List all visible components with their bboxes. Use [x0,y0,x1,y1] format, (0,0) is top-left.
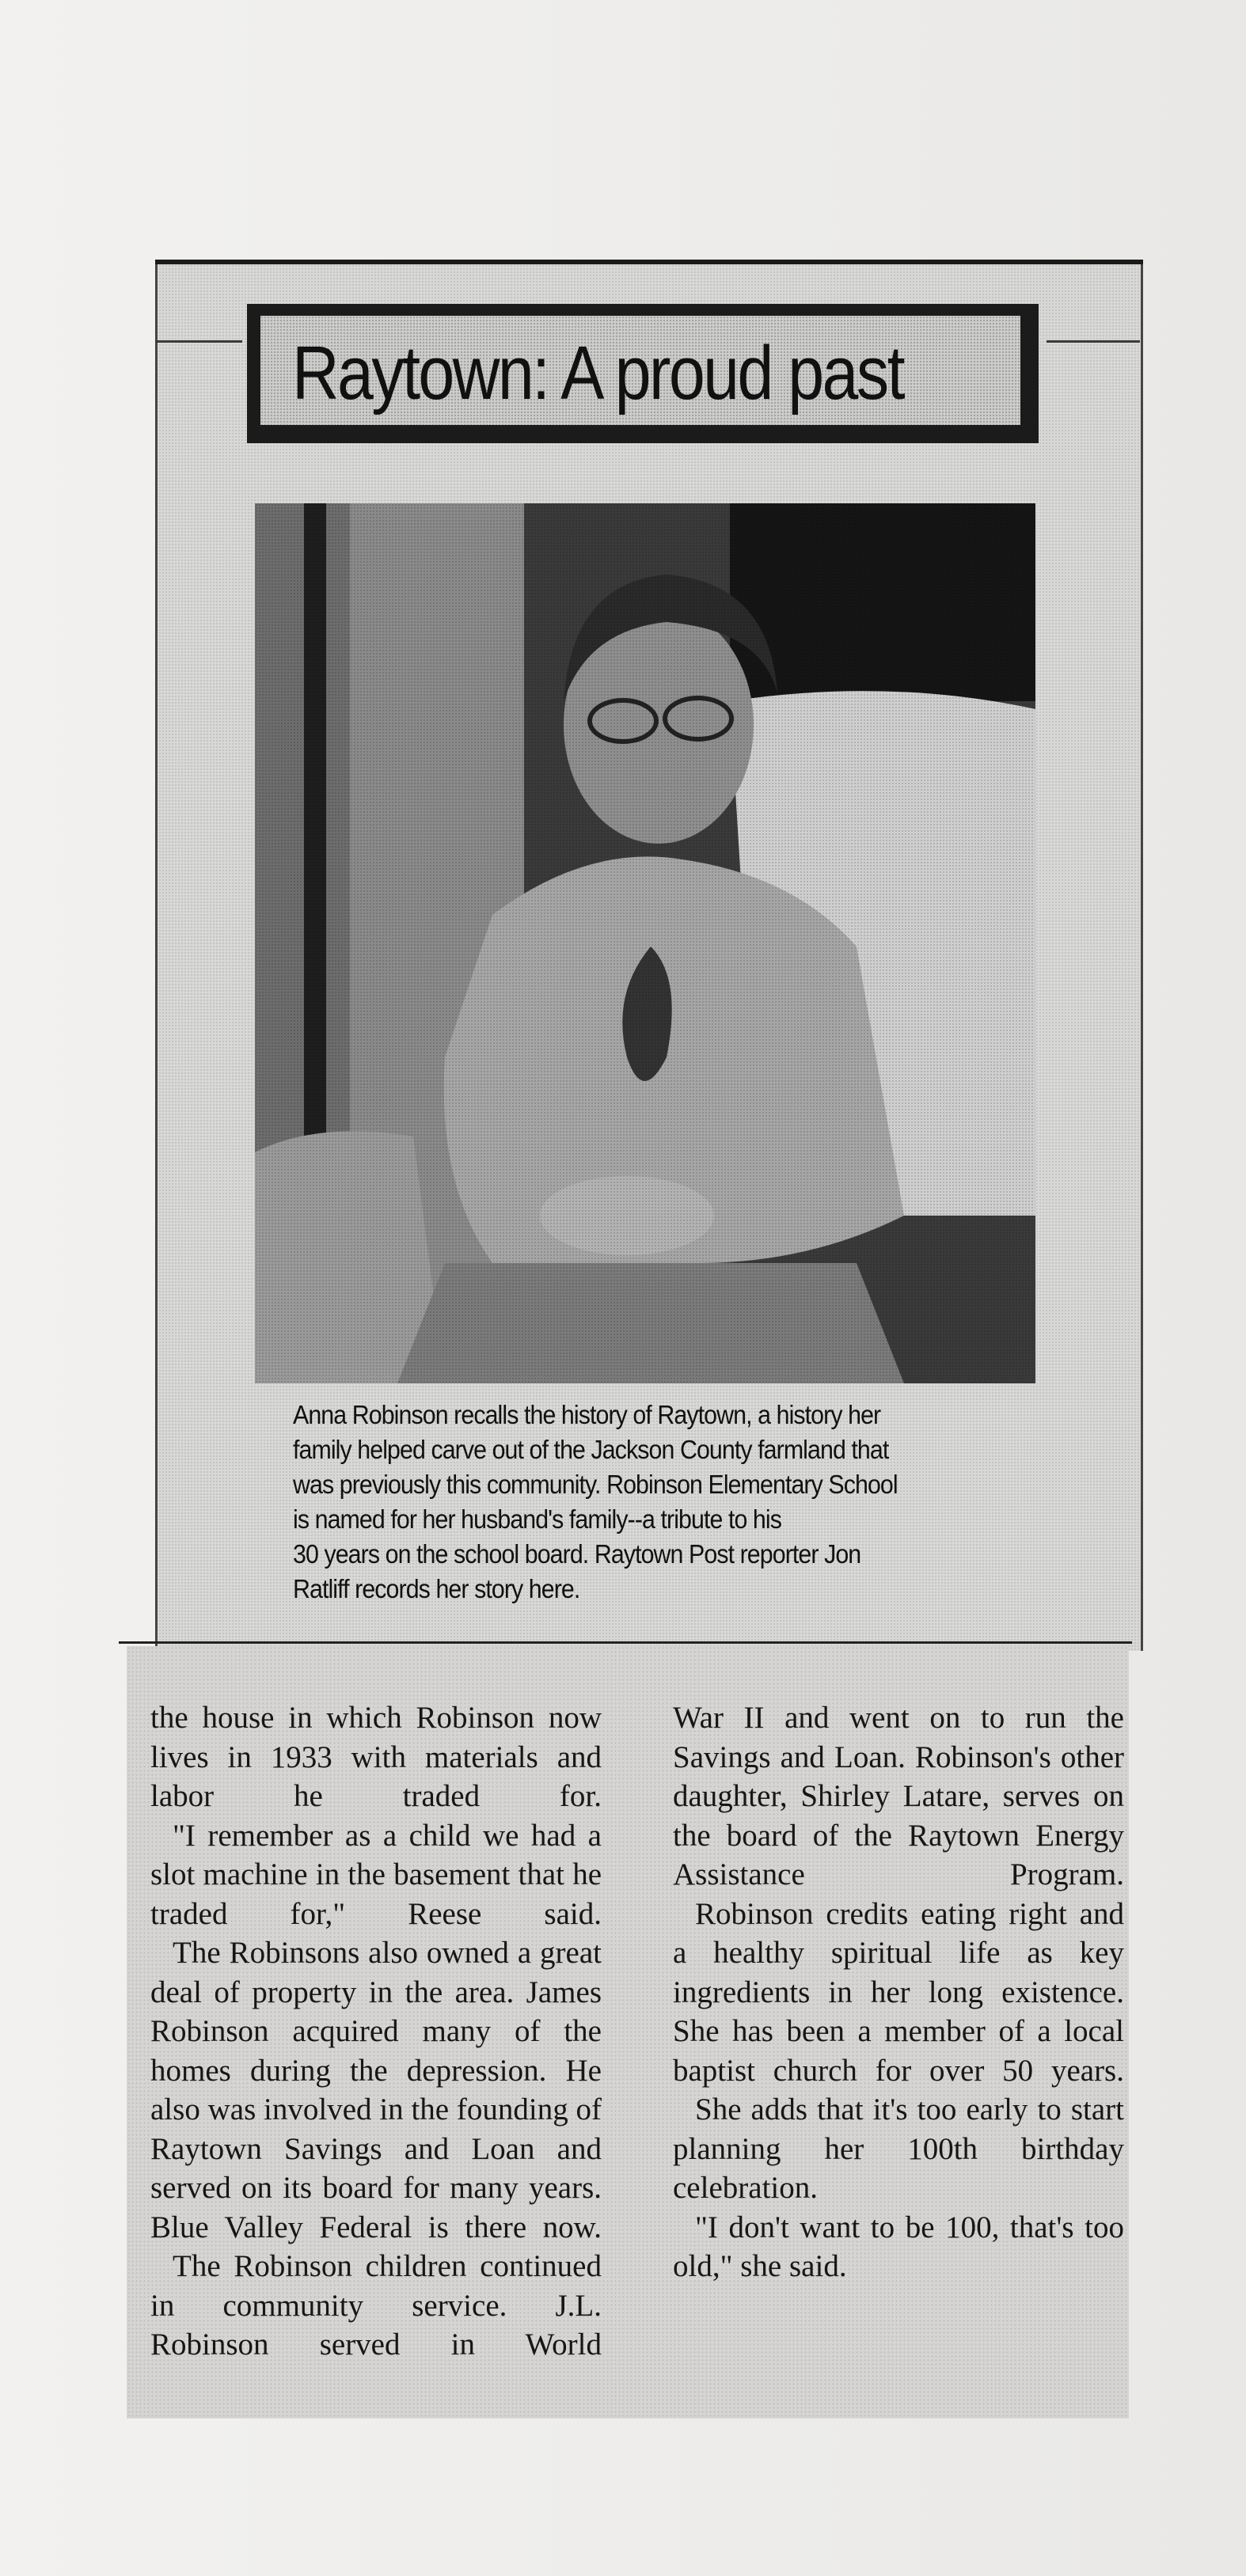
paragraph: The Robinsons also owned a great deal of property in the area. James Robinson acquired many of the homes during the depression. He also was involved in the founding of Raytown Savings and Loan and served on its board for many years. Blue Valley Federal is there now. [150,1936,602,2244]
paragraph: the house in which Robinson now lives in 1933 with materials and labor he traded for. [150,1701,602,1813]
headline: Raytown: A proud past [292,331,903,415]
paragraph: "I remember as a child we had a slot machine in the basement that he traded for," Reese said. [150,1818,602,1931]
article-column-right [673,1698,1124,2286]
rule-right [1047,340,1140,343]
article-column-left [150,1698,602,2365]
caption-line: was previously this community. Robinson Elementary School [293,1470,898,1499]
paragraph: "I don't want to be 100, that's too old," she said. [673,2210,1124,2283]
article-text-clipping [127,1646,1129,2419]
section-divider [119,1641,1132,1644]
clipping-edge-left [155,264,158,1651]
clipping-edge-right [1141,264,1143,1651]
portrait-photo-icon [255,503,1035,1383]
paragraph: War II and went on to run the Savings and Loan. Robinson's other daughter, Shirley Latare, serves on the board of the Raytown Energy Assistance Program. [673,1701,1124,1891]
headline-box [247,304,1039,443]
headline-panel [258,313,1023,427]
caption-line: is named for her husband's family--a tribute to his [293,1504,781,1534]
caption-line: 30 years on the school board. Raytown Post reporter Jon [293,1539,861,1569]
portrait-photo [255,503,1035,1383]
headline-photo-clipping [155,260,1143,1651]
paragraph: Robinson credits eating right and a healthy spiritual life as key ingredients in her long existence. She has been a member of a local baptist church for over 50 years. [673,1896,1124,2088]
caption-line: Ratliff records her story here. [293,1574,580,1603]
paragraph: The Robinson children continued in community service. J.L. Robinson served in World [150,2249,602,2362]
paragraph: She adds that it's too early to start planning her 100th birthday celebration. [673,2092,1124,2205]
caption-line: Anna Robinson recalls the history of Raytown, a history her [293,1400,881,1429]
photo-caption [293,1398,1029,1607]
caption-line: family helped carve out of the Jackson County farmland that [293,1435,889,1464]
rule-left [155,340,242,343]
